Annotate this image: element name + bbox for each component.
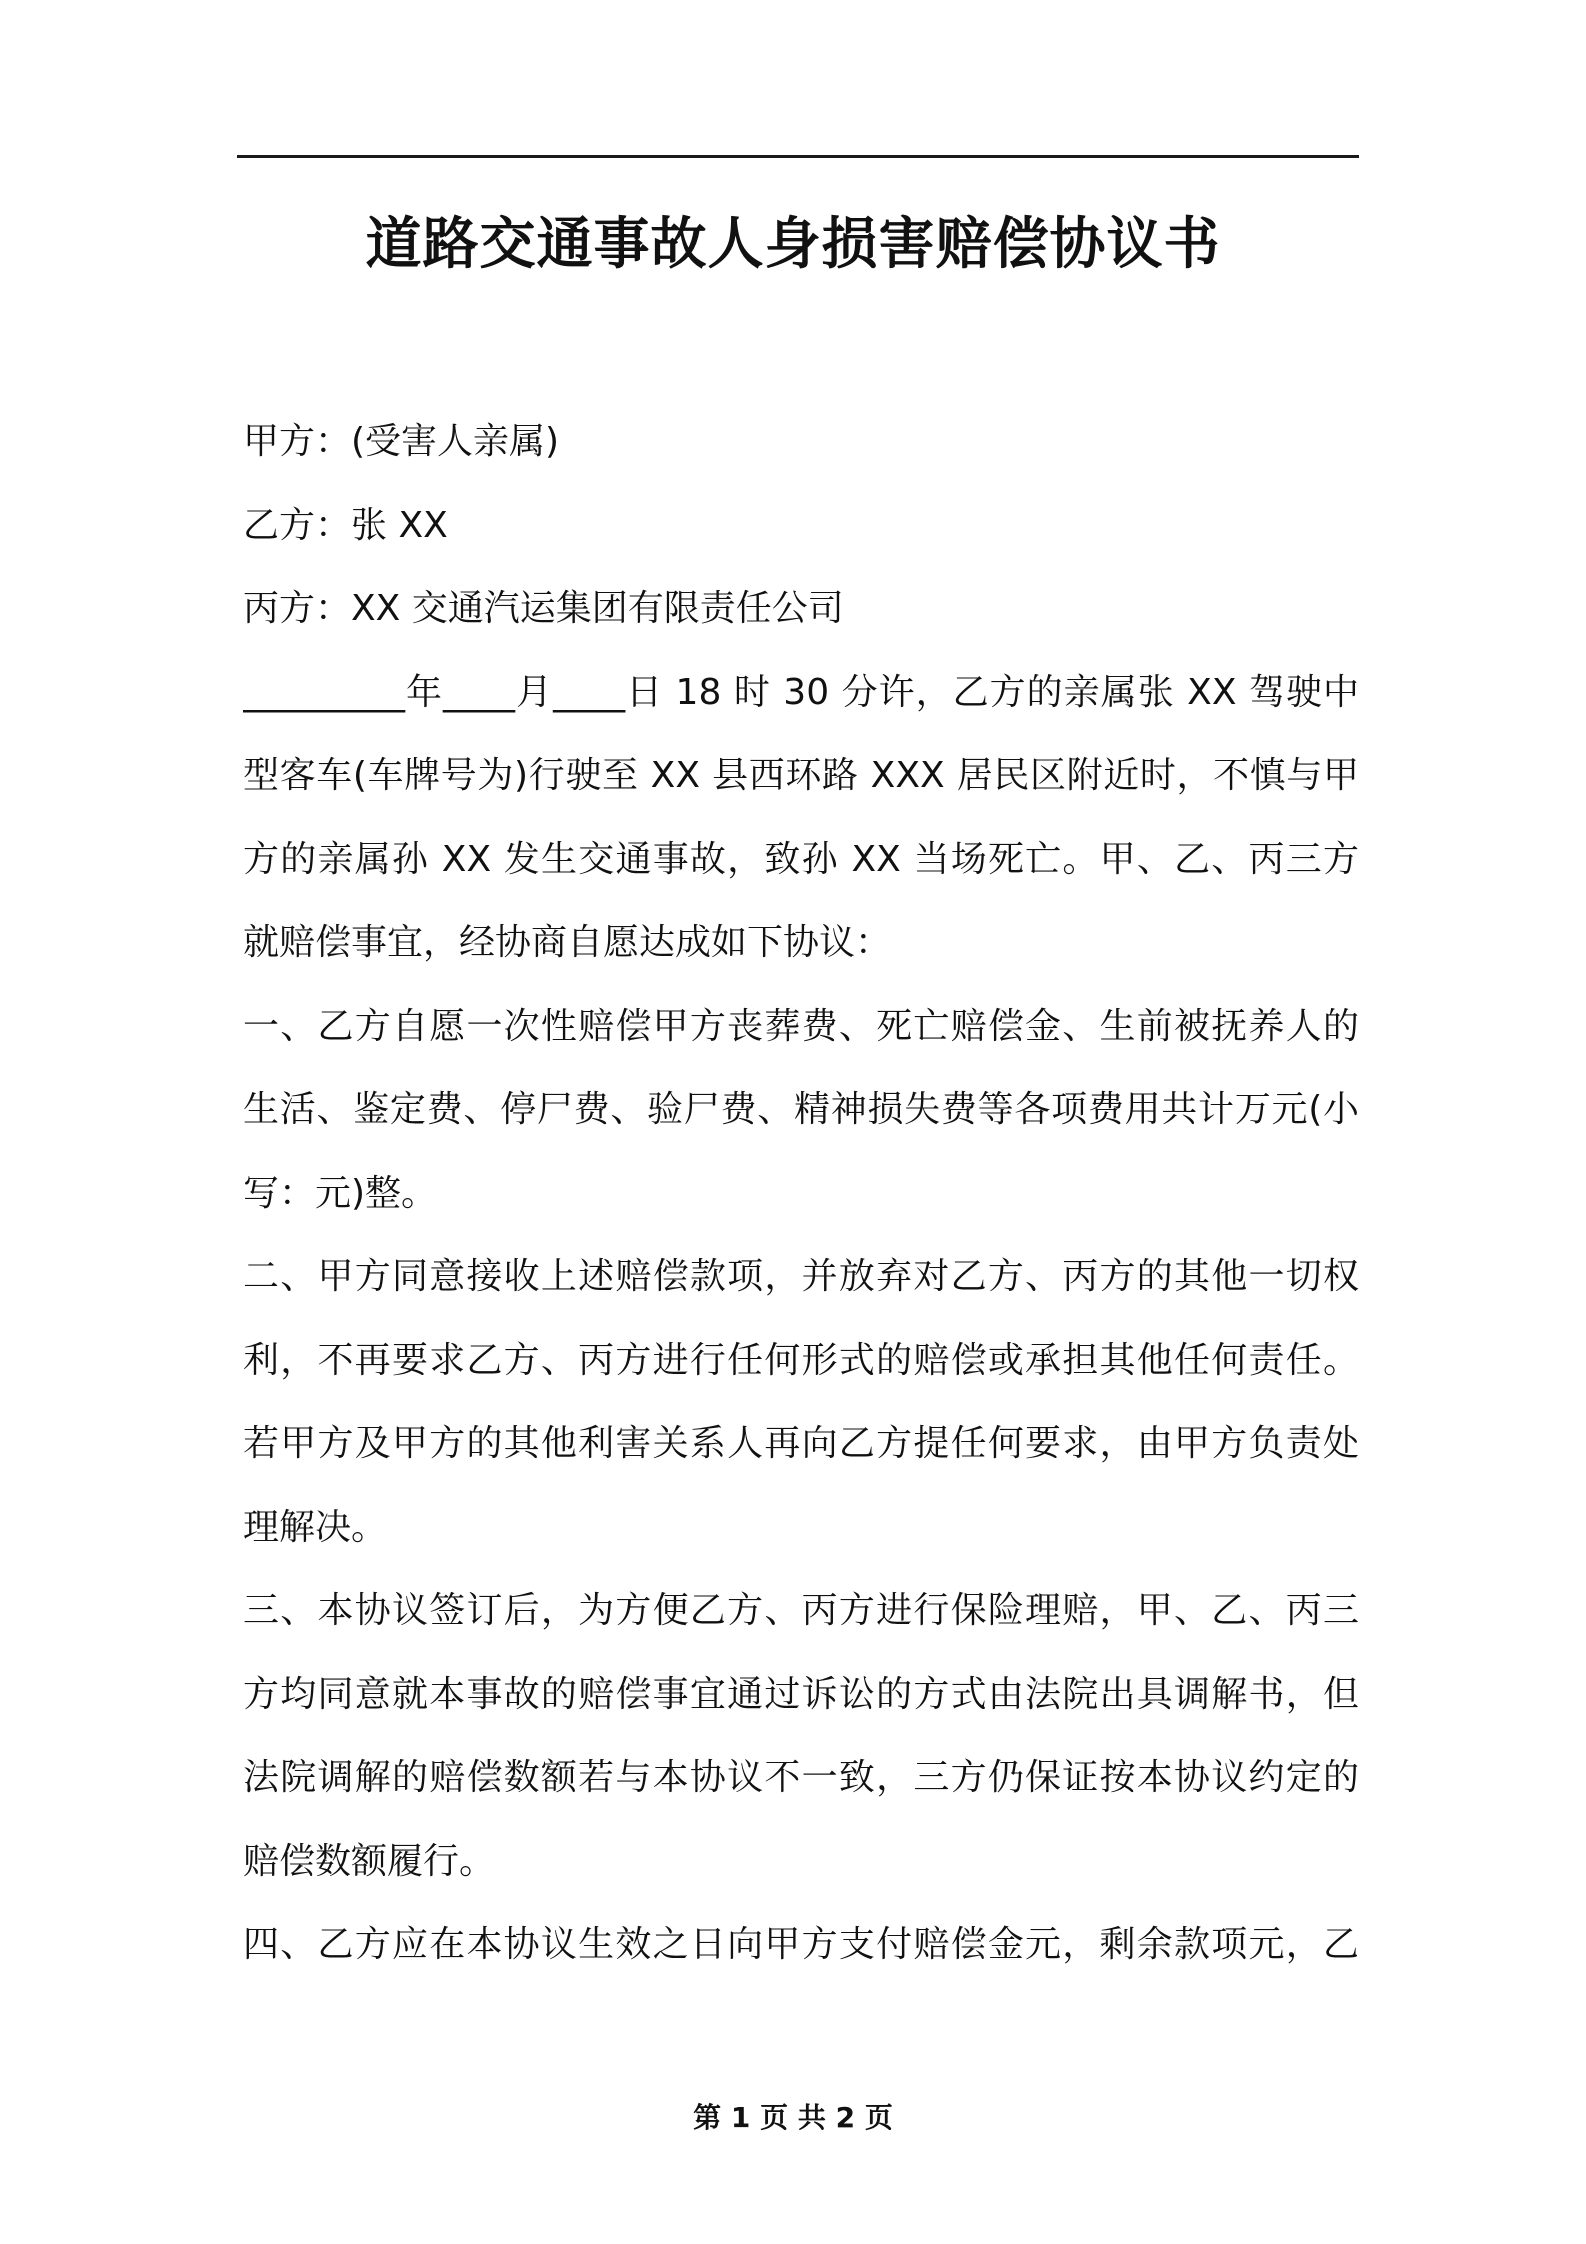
body-line: 型客车(车牌号为)行驶至 XX 县西环路 XXX 居民区附近时，不慎与甲 (243, 755, 1359, 796)
body-line: 方的亲属孙 XX 发生交通事故，致孙 XX 当场死亡。甲、乙、丙三方 (243, 838, 1359, 880)
clause-1-line: 生活、鉴定费、停尸费、验尸费、精神损失费等各项费用共计万元(小 (243, 1089, 1359, 1130)
page-number: 第 1 页 共 2 页 (693, 2101, 893, 2134)
header-rule (237, 155, 1359, 158)
body-line: 就赔偿事宜，经协商自愿达成如下协议： (243, 922, 892, 963)
clause-3-line: 赔偿数额履行。 (243, 1840, 496, 1882)
party-b-line: 乙方：张 XX (243, 504, 448, 546)
clause-3-line: 三、本协议签订后，为方便乙方、丙方进行保险理赔，甲、乙、丙三 (243, 1590, 1359, 1631)
clause-2-line: 利，不再要求乙方、丙方进行任何形式的赔偿或承担其他任何责任。 (243, 1339, 1359, 1381)
body-line: _________年____月____日 18 时 30 分许，乙方的亲属张 XX 驾驶中 (243, 671, 1359, 713)
party-c-line: 丙方：XX 交通汽运集团有限责任公司 (243, 588, 844, 629)
clause-2-line: 若甲方及甲方的其他利害关系人再向乙方提任何要求，由甲方负责处 (243, 1423, 1359, 1464)
clause-3-line: 法院调解的赔偿数额若与本协议不一致，三方仍保证按本协议约定的 (243, 1757, 1359, 1798)
party-a-line: 甲方：(受害人亲属) (243, 421, 560, 462)
clause-1-line: 写：元)整。 (243, 1172, 438, 1214)
clause-1-line: 一、乙方自愿一次性赔偿甲方丧葬费、死亡赔偿金、生前被抚养人的 (243, 1005, 1359, 1047)
document-body (243, 400, 1359, 1987)
clause-2-line: 二、甲方同意接收上述赔偿款项，并放弃对乙方、丙方的其他一切权 (243, 1256, 1359, 1297)
clause-4-line: 四、乙方应在本协议生效之日向甲方支付赔偿金元，剩余款项元，乙 (243, 1924, 1359, 1965)
document-title: 道路交通事故人身损害赔偿协议书 (365, 212, 1221, 277)
clause-2-line: 理解决。 (243, 1506, 388, 1548)
clause-3-line: 方均同意就本事故的赔偿事宜通过诉讼的方式由法院出具调解书，但 (243, 1673, 1359, 1715)
